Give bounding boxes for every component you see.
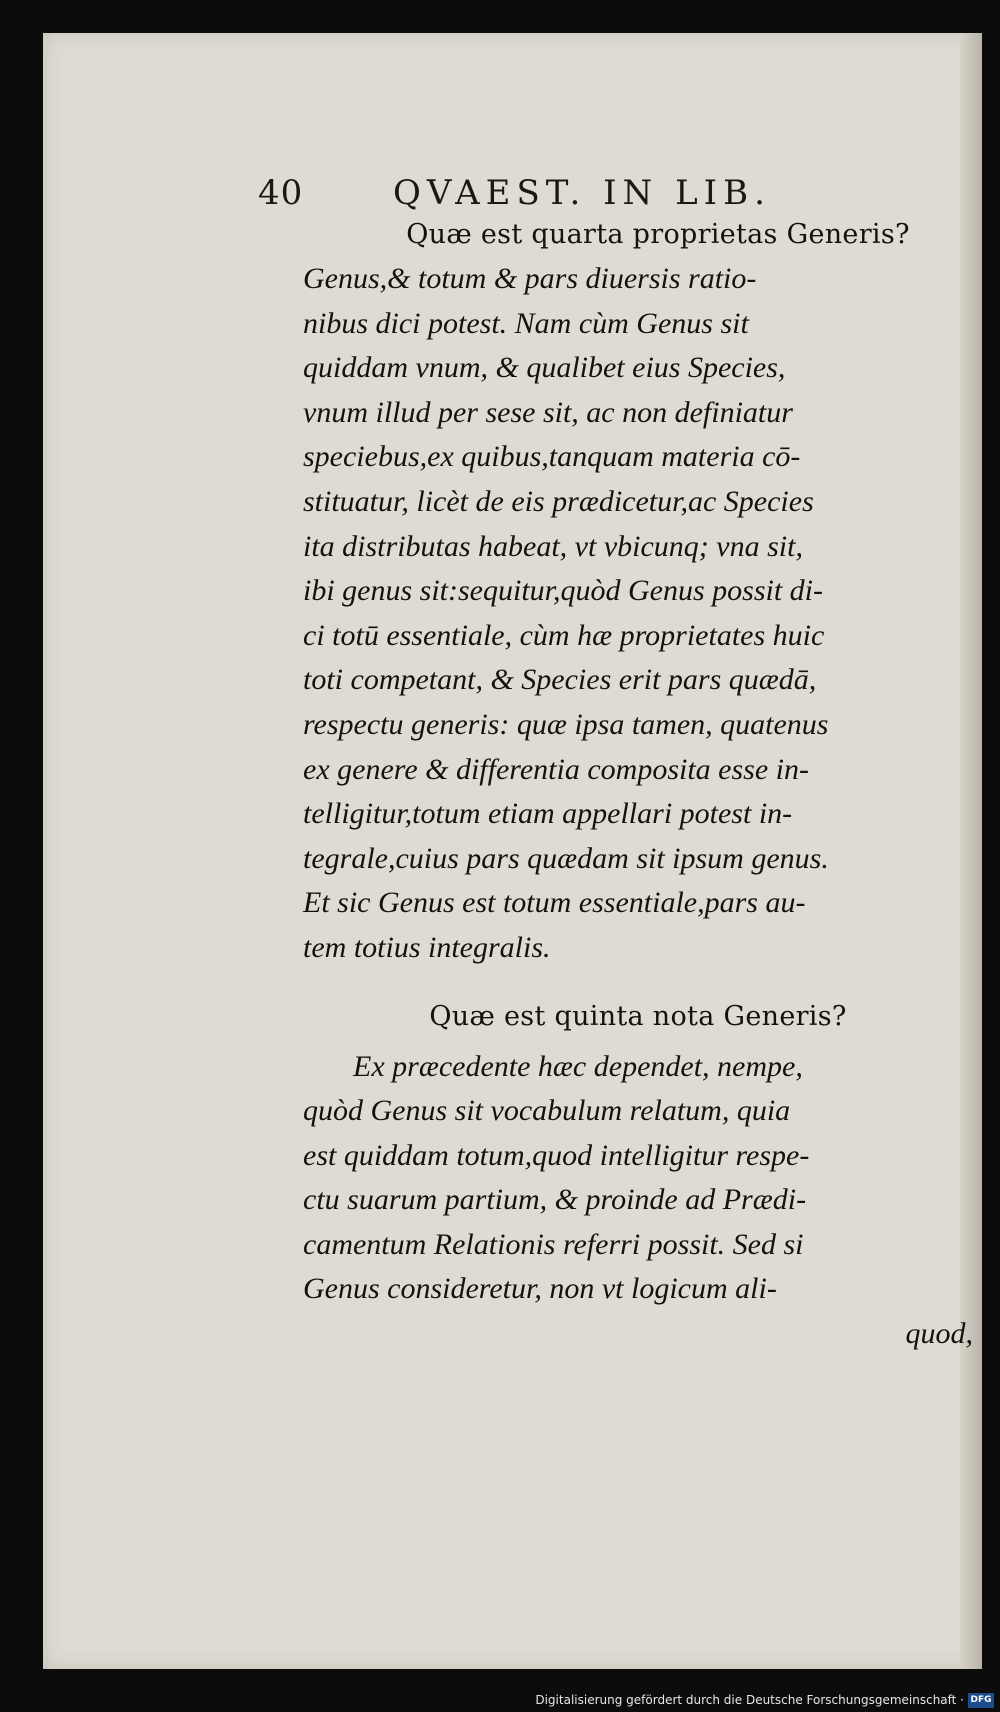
text-line: est quiddam totum,quod intelligitur respe-: [303, 1138, 810, 1172]
viewer-footer: [0, 1690, 1000, 1712]
body-text: [303, 213, 973, 1357]
text-line: telligitur,totum etiam appellari potest in-: [303, 797, 793, 831]
text-line: Ex præcedente hæc dependet, nempe,: [353, 1049, 803, 1083]
text-line: ibi genus sit:sequitur,quòd Genus possit di-: [303, 574, 824, 608]
text-line: speciebus,ex quibus,tanquam materia cō-: [303, 440, 801, 474]
text-line: respectu generis: quæ ipsa tamen, quatenus: [303, 707, 829, 741]
dfg-logo-icon: DFG: [968, 1693, 994, 1708]
text-line: tegrale,cuius pars quædam sit ipsum genus.: [303, 841, 829, 875]
page-number: 40: [258, 173, 304, 213]
text-line: ctu suarum partium, & proinde ad Prædi-: [303, 1183, 807, 1217]
text-line: quòd Genus sit vocabulum relatum, quia: [303, 1094, 791, 1128]
text-line: ci totū essentiale, cùm hæ proprietates huic: [303, 618, 825, 652]
text-line: ita distributas habeat, vt vbicunq; vna sit,: [303, 529, 803, 563]
text-line: Et sic Genus est totum essentiale,pars au-: [303, 886, 806, 920]
text-line: vnum illud per sese sit, ac non definiatur: [303, 395, 793, 429]
book-page: [43, 33, 982, 1669]
text-line: camentum Relationis referri possit. Sed si: [303, 1227, 804, 1261]
text-line: nibus dici potest. Nam cùm Genus sit: [303, 306, 749, 340]
question-heading: Quæ est quinta nota Generis?: [429, 1000, 847, 1032]
catchword: quod,: [905, 1317, 973, 1351]
answer-paragraph: [303, 257, 973, 971]
funding-credit: Digitalisierung gefördert durch die Deutsche Forschungsgemeinschaft ·: [535, 1693, 964, 1707]
text-line: Genus consideretur, non vt logicum ali-: [303, 1272, 777, 1306]
text-line: stituatur, licèt de eis prædicetur,ac Species: [303, 484, 814, 518]
running-head: QVAEST. IN LIB.: [393, 173, 771, 213]
question-heading: Quæ est quarta proprietas Generis?: [406, 219, 910, 250]
text-line: Genus,& totum & pars diuersis ratio-: [303, 262, 757, 295]
text-line: quiddam vnum, & qualibet eius Species,: [303, 351, 786, 385]
text-line: toti competant, & Species erit pars quædā,: [303, 663, 817, 697]
answer-paragraph: [303, 1045, 973, 1357]
text-line: tem totius integralis.: [303, 930, 551, 964]
text-line: ex genere & differentia composita esse in-: [303, 752, 809, 786]
